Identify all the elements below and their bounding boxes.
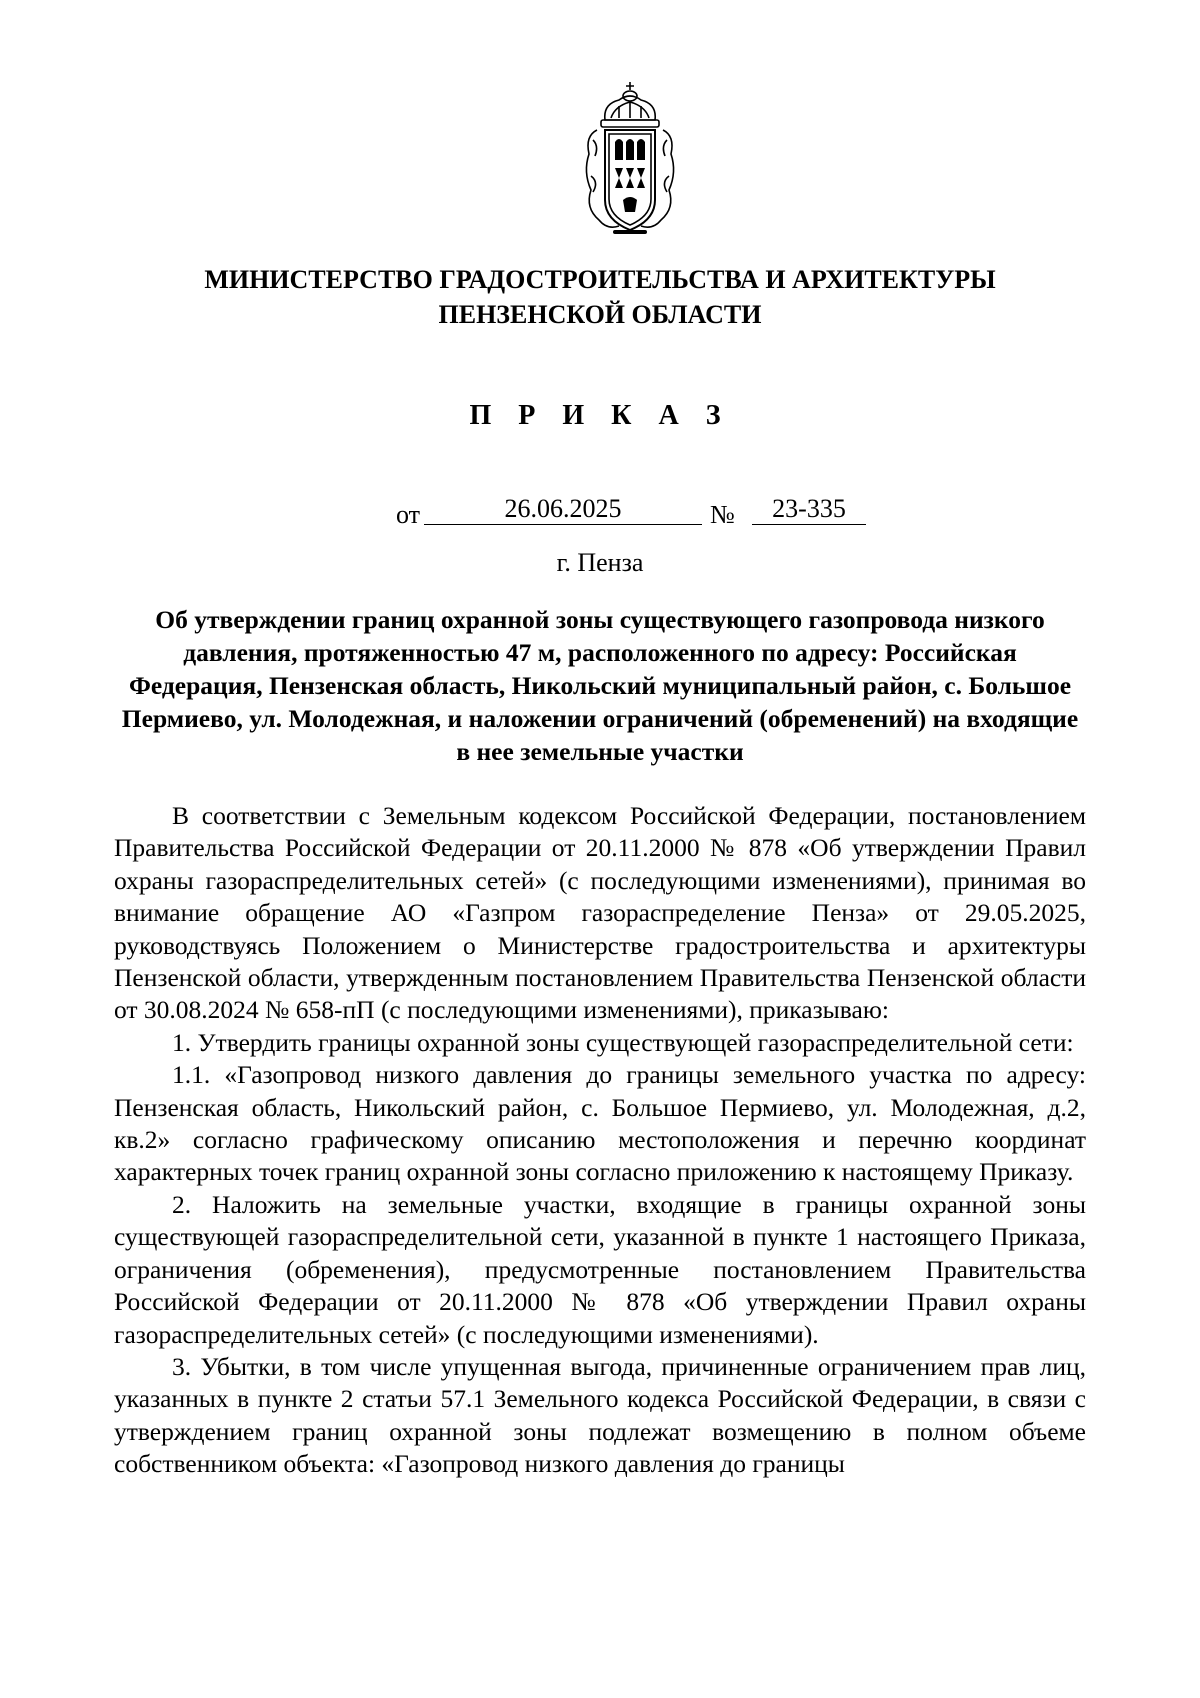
document-date: 26.06.2025: [424, 494, 702, 525]
item-2-paragraph: 2. Наложить на земельные участки, входящие в границы охранной зоны существующей газораспределительной сети, указанной в пункте 1 настоящего Приказа, ограничения (обременения), предусмотренные постановлением Правительства Российской Федерации от 20.11.2000 № 878 «Об утверждении Правил охраны газораспределительных сетей» (с последующими изменениями).: [114, 1189, 1086, 1349]
ministry-name-line-2: ПЕНЗЕНСКОЙ ОБЛАСТИ: [438, 300, 762, 329]
document-body: [114, 800, 1086, 1481]
preamble-paragraph: В соответствии с Земельным кодексом Российской Федерации, постановлением Правительства Российской Федерации от 20.11.2000 № 878 «Об утверждении Правил охраны газораспределительных сетей» (с последующими изменениями), принимая во внимание обращение АО «Газпром газораспределение Пенза» от 29.05.2025, руководствуясь Положением о Министерстве градостроительства и архитектуры Пензенской области, утвержденным постановлением Правительства Пензенской области от 30.08.2024 № 658-пП (с последующими изменениями), приказываю:: [114, 801, 1086, 1025]
item-1-paragraph: 1. Утвердить границы охранной зоны существующей газораспределительной сети:: [172, 1027, 1074, 1057]
document-type: П Р И К А З: [469, 400, 731, 431]
document-subject: Об утверждении границ охранной зоны существующего газопровода низкого давления, протяженностью 47 м, расположенного по адресу: Российская Федерация, Пензенская область, Никольский муниципальный район, с. Большое Пермиево, ул. Молодежная, и наложении ограничений (обременений) на входящие в нее земельные участки: [121, 605, 1079, 766]
date-number-line: [0, 494, 1200, 540]
item-1-1-paragraph: 1.1. «Газопровод низкого давления до границы земельного участка по адресу: Пензенская область, Никольский район, с. Большое Пермиево, ул. Молодежная, д.2, кв.2» согласно графическому описанию местоположения и перечню координат характерных точек границ охранной зоны согласно приложению к настоящему Приказу.: [114, 1060, 1086, 1187]
ministry-name-line-1: МИНИСТЕРСТВО ГРАДОСТРОИТЕЛЬСТВА И АРХИТЕКТУРЫ: [204, 265, 996, 294]
number-sign: №: [710, 500, 735, 529]
from-label: от: [396, 500, 421, 529]
ministry-name: [0, 262, 1200, 332]
document-number: 23-335: [752, 494, 866, 525]
city-line: г. Пенза: [556, 548, 644, 577]
coat-of-arms-icon: [575, 80, 685, 240]
item-3-paragraph: 3. Убытки, в том числе упущенная выгода, причиненные ограничением прав лиц, указанных в пункте 2 статьи 57.1 Земельного кодекса Российской Федерации, в связи с утверждением границ охранной зоны подлежат возмещению в полном объеме собственником объекта: «Газопровод низкого давления до границы: [114, 1351, 1086, 1479]
